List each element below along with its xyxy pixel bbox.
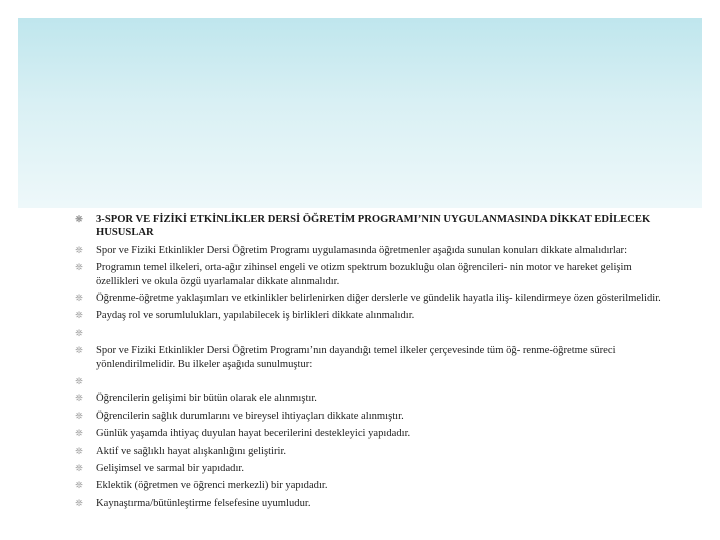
list-item-text: Öğrencilerin sağlık durumlarını ve bireysel ihtiyaçları dikkate alınmıştır. [96,410,404,422]
bullet-list [70,213,670,514]
list-item-text: Paydaş rol ve sorumlulukları, yapılabilecek iş birlikleri dikkate alınmalıdır. [96,310,415,322]
list-item [70,344,670,371]
list-item-heading [70,213,670,240]
list-item-text: Öğrenme-öğretme yaklaşımları ve etkinlikler belirlenirken diğer derslerle ve gündelik hayatla iliş- kilendirmeye özen gösterilmelidir. [96,293,661,305]
list-item-text: Kaynaştırma/bütünleştirme felsefesine uyumludur. [96,497,311,509]
list-item [70,309,670,322]
list-item [70,497,670,510]
bullet-icon: ❊ [75,376,83,387]
bullet-icon: ❊ [75,393,83,404]
list-item-text: Programın temel ilkeleri, orta-ağır zihinsel engeli ve otizm spektrum bozukluğu olan öğrencileri- nin motor ve hareket gelişim özellikleri ve okula özgü uyarlamalar dikkate alınmalıdır. [96,262,632,287]
list-item-text: Aktif ve sağlıklı hayat alışkanlığını geliştirir. [96,445,287,457]
list-item-text: Spor ve Fiziki Etkinlikler Dersi Öğretim Programı uygulamasında öğretmenler aşağıda sunulan konuları dikkate almalıdırlar: [96,244,628,256]
list-item [70,462,670,475]
bullet-icon: ❊ [75,428,83,439]
list-item-empty [70,327,670,340]
list-item [70,427,670,440]
bullet-icon: ❊ [75,463,83,474]
list-item-empty [70,375,670,388]
bullet-icon: ❊ [75,480,83,491]
list-item [70,392,670,405]
list-item-text: Gelişimsel ve sarmal bir yapıdadır. [96,463,244,475]
list-item [70,479,670,492]
bullet-icon: ❊ [75,293,83,304]
bullet-icon: ❊ [75,410,83,421]
list-item-text: Eklektik (öğretmen ve öğrenci merkezli) bir yapıdadır. [96,480,328,492]
heading-text: 3-SPOR VE FİZİKİ ETKİNLİKLER DERSİ ÖĞRETİM PROGRAMI’NIN UYGULANMASINDA DİKKAT EDİLECEK HUSUSLAR [96,214,651,239]
list-item [70,410,670,423]
bullet-icon: ❊ [75,445,83,456]
list-item-text: Öğrencilerin gelişimi bir bütün olarak ele alınmıştır. [96,393,317,405]
bullet-icon: ❊ [75,497,83,508]
bullet-icon: ❊ [75,262,83,273]
list-item [70,261,670,288]
list-item [70,244,670,257]
bullet-icon: ❊ [75,310,83,321]
list-item [70,445,670,458]
header-band [18,18,702,208]
list-item [70,292,670,305]
list-item-text: Günlük yaşamda ihtiyaç duyulan hayat becerilerini destekleyici yapıdadır. [96,428,411,440]
bullet-icon: ❊ [75,327,83,338]
list-item-text: Spor ve Fiziki Etkinlikler Dersi Öğretim Programı’nın dayandığı temel ilkeler çerçevesinde tüm öğ- renme-öğretme süreci yönlendirilmelidir. Bu ilkeler aşağıda sunulmuştur: [96,345,616,370]
bullet-icon: ❊ [75,345,83,356]
bullet-icon: ❊ [75,214,83,224]
bullet-icon: ❊ [75,244,83,255]
